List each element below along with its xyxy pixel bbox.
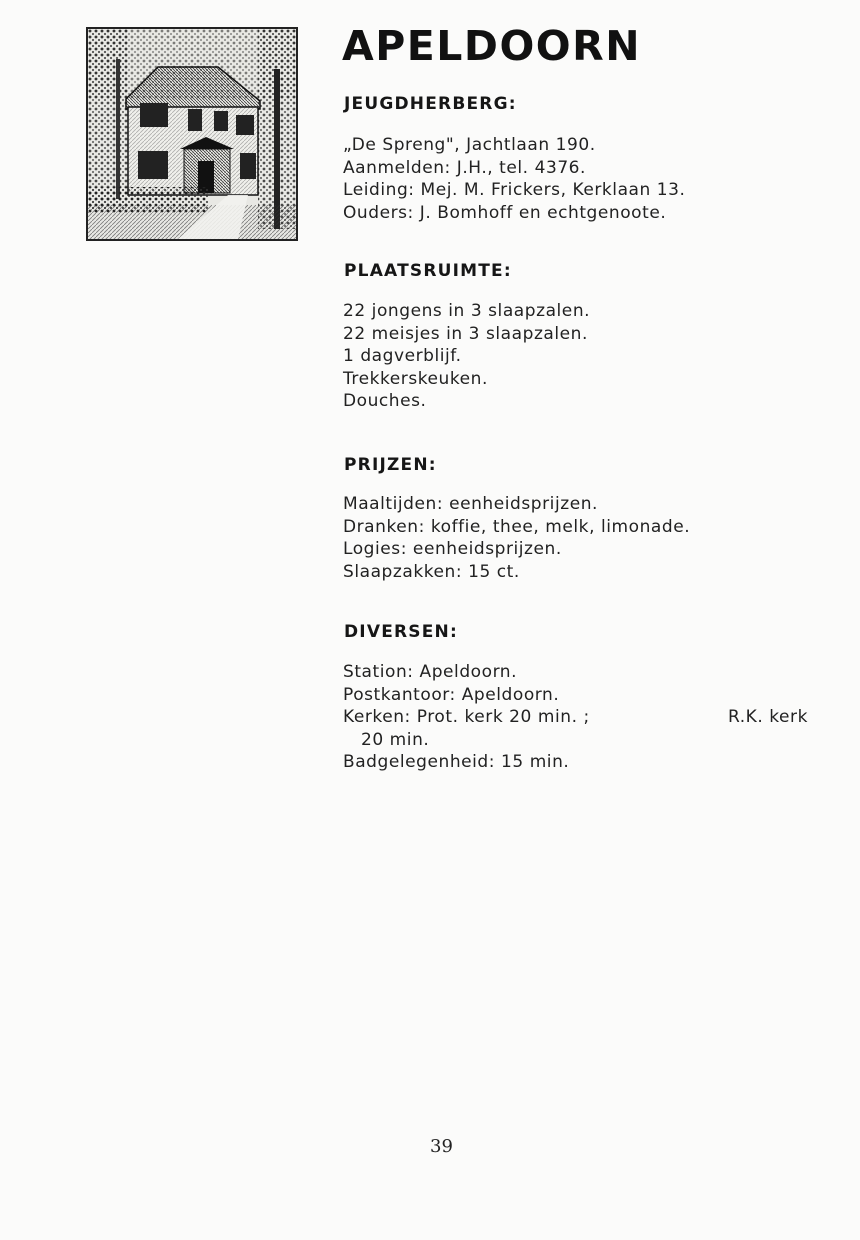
- section-heading-jeugdherberg: JEUGDHERBERG:: [344, 94, 517, 114]
- list-item: Maaltijden: eenheidsprijzen.: [343, 494, 598, 514]
- churches-catholic: R.K. kerk: [727, 707, 808, 728]
- address-line: „De Spreng", Jachtlaan 190.: [343, 135, 596, 155]
- churches-line-continued: 20 min.: [361, 729, 430, 750]
- churches-line: [343, 706, 808, 729]
- list-item: Slaapzakken: 15 ct.: [343, 561, 520, 582]
- section-heading-plaatsruimte: PLAATSRUIMTE:: [344, 261, 512, 281]
- page-title: APELDOORN: [342, 22, 642, 70]
- list-item: Dranken: koffie, thee, melk, limonade.: [343, 516, 691, 537]
- list-item: Douches.: [343, 391, 427, 412]
- station-line: Station: Apeldoorn.: [343, 662, 518, 682]
- list-item: Trekkerskeuken.: [343, 368, 488, 389]
- page-number: 39: [430, 1136, 453, 1157]
- plaatsruimte-details: [343, 300, 590, 413]
- hostel-illustration: [86, 27, 298, 241]
- list-item: Logies: eenheidsprijzen.: [343, 539, 562, 560]
- list-item: 1 dagverblijf.: [343, 346, 462, 367]
- list-item: 22 meisjes in 3 slaapzalen.: [343, 323, 588, 344]
- jeugdherberg-details: [343, 134, 685, 224]
- list-item: 22 jongens in 3 slaapzalen.: [343, 301, 591, 321]
- bathing-line: Badgelegenheid: 15 min.: [343, 752, 570, 773]
- registration-line: Aanmelden: J.H., tel. 4376.: [343, 157, 587, 178]
- diversen-details: [343, 661, 808, 774]
- prijzen-details: [343, 493, 690, 583]
- section-heading-prijzen: PRIJZEN:: [344, 455, 437, 475]
- section-heading-diversen: DIVERSEN:: [344, 622, 458, 642]
- management-line: Leiding: Mej. M. Frickers, Kerklaan 13.: [343, 180, 686, 201]
- churches-protestant: Kerken: Prot. kerk 20 min. ;: [343, 707, 590, 728]
- post-office-line: Postkantoor: Apeldoorn.: [343, 684, 560, 705]
- parents-line: Ouders: J. Bomhoff en echtgenoote.: [343, 202, 667, 223]
